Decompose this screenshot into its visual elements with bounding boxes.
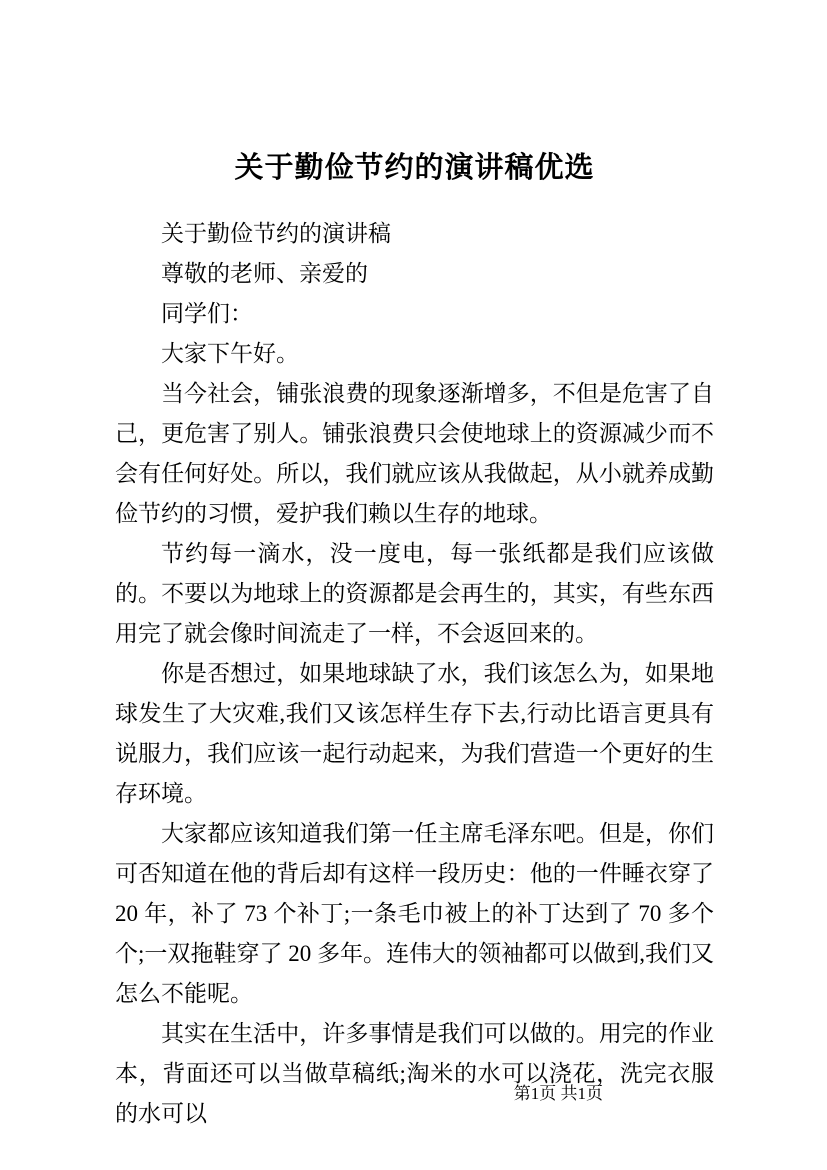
paragraph: 关于勤俭节约的演讲稿	[161, 221, 391, 246]
page-number-footer: 第1页 共1页	[513, 1084, 603, 1103]
paragraph: 同学们：	[161, 301, 253, 326]
paragraph: 节约每一滴水，没一度电，每一张纸都是我们应该做的。不要以为地球上的资源都是会再生的，其实，有些东西用完了就会像时间流走了一样，不会返回来的。	[115, 541, 714, 646]
paragraph: 尊敬的老师、亲爱的	[161, 261, 368, 286]
document-content	[115, 148, 714, 1134]
paragraph: 大家下午好。	[161, 341, 299, 366]
paragraph: 你是否想过，如果地球缺了水，我们该怎么为，如果地球发生了大灾难,我们又该怎样生存下去,行动比语言更具有说服力，我们应该一起行动起来，为我们营造一个更好的生存环境。	[115, 661, 714, 806]
paragraph: 当今社会，铺张浪费的现象逐渐增多，不但是危害了自己，更危害了别人。铺张浪费只会使地球上的资源减少而不会有任何好处。所以，我们就应该从我做起，从小就养成勤俭节约的习惯，爱护我们赖以生存的地球。	[115, 381, 714, 526]
document-title: 关于勤俭节约的演讲稿优选	[234, 152, 595, 184]
paragraph: 大家都应该知道我们第一任主席毛泽东吧。但是，你们可否知道在他的背后却有这样一段历史：他的一件睡衣穿了 20 年，补了 73 个补丁;一条毛巾被上的补丁达到了 70 多个个;一双拖鞋穿了 20 多年。连伟大的领袖都可以做到,我们又怎么不能呢。	[115, 821, 714, 1006]
paragraph: 其实在生活中，许多事情是我们可以做的。用完的作业本，背面还可以当做草稿纸;淘米的水可以浇花，洗完衣服的水可以	[115, 1021, 714, 1126]
